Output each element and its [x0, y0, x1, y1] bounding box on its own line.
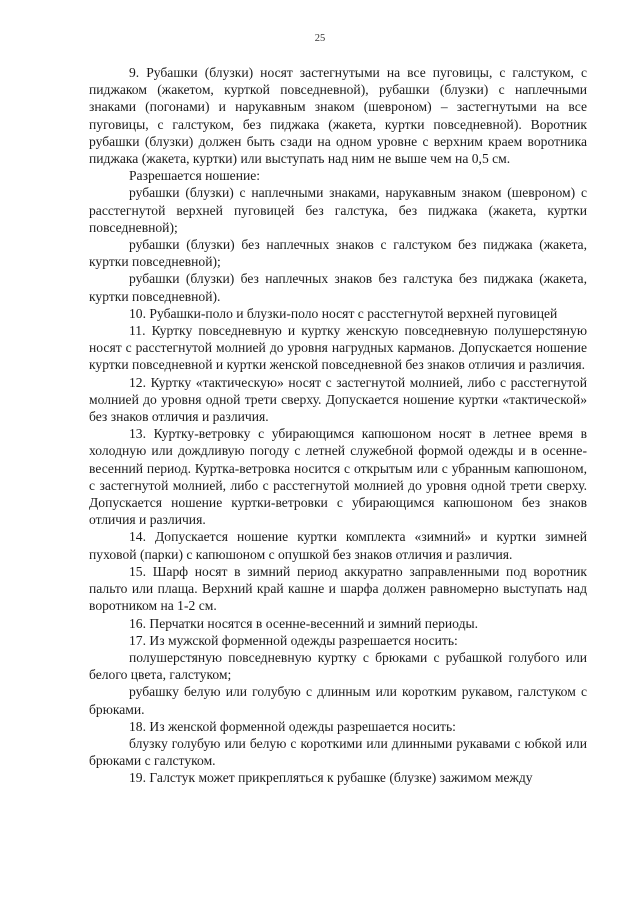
paragraph-9-shirts: 9. Рубашки (блузки) носят застегнутыми на все пуговицы, с галстуком, с пиджаком (жакетом, курткой повседневной), рубашки (блузки) с наплечными знаками (погонами) и нарукавным знаком (шевроном) – застегнутыми на все пуговицы, с галстуком, без пиджака (жакета, куртки повседневной). Воротник рубашки (блузки) должен быть сзади на одном уровне с верхним краем воротника пиджака (жакета, куртки) или выступать над ним не выше чем на 0,5 см.	[89, 65, 587, 167]
paragraph-11-jacket: 11. Куртку повседневную и куртку женскую повседневную полушерстяную носят с расстегнутой молнией до уровня нагрудных карманов. Допускается ношение куртки повседневной и куртки женской повседневной без знаков отличия и различия.	[89, 323, 587, 373]
paragraph-19-tie: 19. Галстук может прикрепляться к рубашке (блузке) зажимом между	[129, 770, 533, 786]
paragraph-12-tactical-jacket: 12. Куртку «тактическую» носят с застегнутой молнией, либо с расстегнутой молнией до уровня одной трети сверху. Допускается ношение куртки «тактической» без знаков отличия и различия.	[89, 374, 587, 425]
paragraph-13-windbreaker: 13. Куртку-ветровку с убирающимся капюшоном носят в летнее время в холодную или дождливую погоду с летней служебной формой одежды и в осенне-весенний период. Куртка-ветровка носится с открытым или с убранным капюшоном, с застегнутой молнией, либо с расстегнутой молнией до уровня одной трети сверху. Допускается ношение куртки-ветровки с убирающимся капюшоном без знаков отличия и различия.	[89, 426, 587, 528]
paragraph-15-scarf: 15. Шарф носят в зимний период аккуратно заправленными под воротник пальто или плаща. Верхний край кашне и шарфа должен равномерно выступать над воротником на 1-2 см.	[89, 563, 587, 614]
paragraph-allowed-item-1: рубашки (блузки) с наплечными знаками, нарукавным знаком (шевроном) с расстегнутой верхней пуговицей без галстука, без пиджака (жакета, куртки повседневной);	[89, 185, 587, 235]
paragraph-allowed-item-2: рубашки (блузки) без наплечных знаков с галстуком без пиджака (жакета, куртки повседневной);	[89, 237, 587, 270]
paragraph-17-mens-uniform: 17. Из мужской форменной одежды разрешается носить:	[129, 632, 458, 648]
paragraph-18-womens-uniform: 18. Из женской форменной одежды разрешается носить:	[129, 718, 456, 734]
paragraph-14-winter-jacket: 14. Допускается ношение куртки комплекта «зимний» и куртки зимней пуховой (парки) с капюшоном с опушкой без знаков отличия и различия.	[89, 529, 587, 562]
paragraph-16-gloves: 16. Перчатки носятся в осенне-весенний и зимний периоды.	[129, 615, 479, 631]
paragraph-allowed-item-3: рубашки (блузки) без наплечных знаков без галстука без пиджака (жакета, куртки повседневной).	[89, 271, 587, 304]
paragraph-18-womens-item-1: блузку голубую или белую с короткими или длинными рукавами с юбкой или брюками с галстуком.	[89, 735, 587, 769]
paragraph-10-polo: 10. Рубашки-поло и блузки-поло носят с расстегнутой верхней пуговицей	[129, 305, 558, 321]
paragraph-17-mens-item-1: полушерстяную повседневную куртку с брюками с рубашкой голубого или белого цвета, галстуком;	[89, 649, 587, 683]
paragraph-allowed-heading: Разрешается ношение:	[129, 168, 261, 184]
paragraph-17-mens-item-2: рубашку белую или голубую с длинным или коротким рукавом, галстуком с брюками.	[89, 684, 587, 717]
document-body	[89, 64, 587, 787]
page-number: 25	[314, 33, 326, 44]
